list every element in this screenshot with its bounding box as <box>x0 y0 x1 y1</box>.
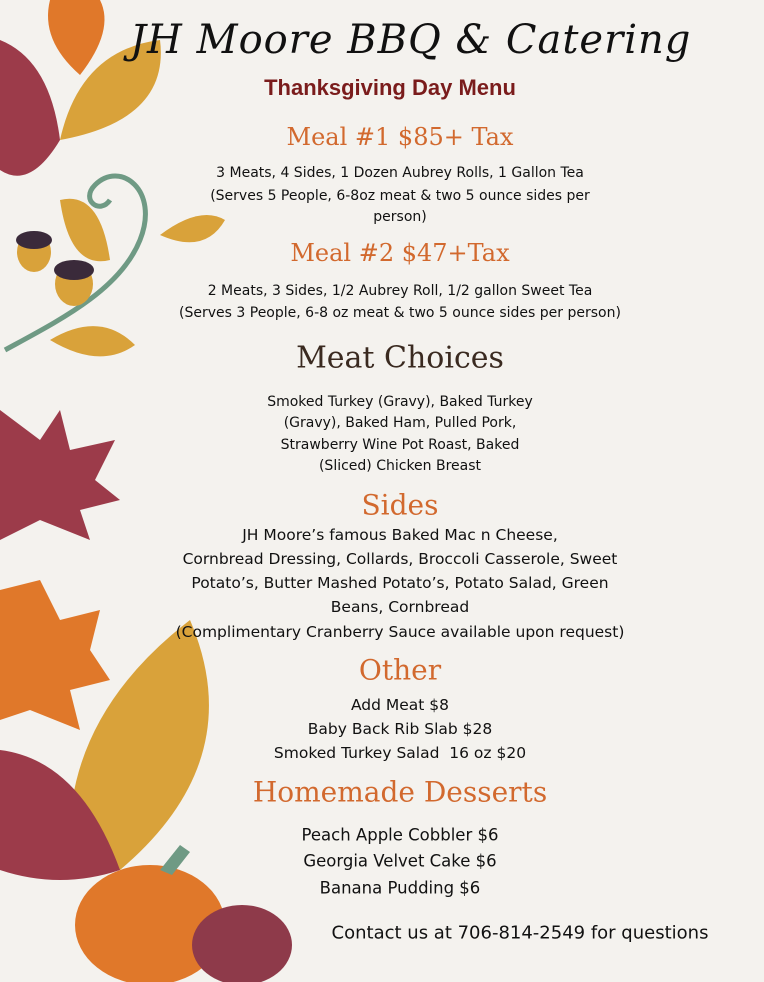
sides-line: (Complimentary Cranberry Sauce available upon request) <box>175 623 625 641</box>
menu-subtitle: Thanksgiving Day Menu <box>264 75 516 100</box>
meal2-line: 2 Meats, 3 Sides, 1/2 Aubrey Roll, 1/2 gallon Sweet Tea <box>207 283 593 299</box>
leaf-icon <box>48 0 105 75</box>
meal2-line: (Serves 3 People, 6-8 oz meat & two 5 ounce sides per person) <box>179 305 621 321</box>
sides-line: Beans, Cornbread <box>330 598 470 616</box>
meat-line: (Sliced) Chicken Breast <box>318 458 482 474</box>
business-title: JH Moore BBQ & Catering <box>130 17 692 63</box>
contact-text: Contact us at 706-814-2549 for questions <box>331 922 709 944</box>
sides-line: Potato’s, Butter Mashed Potato’s, Potato Salad, Green <box>191 574 609 592</box>
maple-leaf-icon <box>0 410 120 540</box>
sides-line: Cornbread Dressing, Collards, Broccoli Casserole, Sweet <box>182 550 618 568</box>
meal1-line: person) <box>373 209 427 225</box>
other-heading: Other <box>358 653 442 687</box>
leaf-icon <box>50 326 135 356</box>
other-line: Baby Back Rib Slab $28 <box>307 720 493 738</box>
meat-line: Smoked Turkey (Gravy), Baked Turkey <box>267 394 533 410</box>
other-line: Smoked Turkey Salad 16 oz $20 <box>273 744 527 762</box>
desserts-heading: Homemade Desserts <box>252 775 548 809</box>
meal1-line: (Serves 5 People, 6-8oz meat & two 5 ounce sides per <box>210 188 590 204</box>
sides-line: JH Moore’s famous Baked Mac n Cheese, <box>242 526 558 544</box>
maple-leaf-icon <box>0 580 110 730</box>
pumpkin-icon <box>192 905 292 982</box>
dessert-line: Georgia Velvet Cake $6 <box>303 851 497 871</box>
meal1-heading: Meal #1 $85+ Tax <box>286 123 514 151</box>
leaf-icon <box>0 40 60 176</box>
meal1-line: 3 Meats, 4 Sides, 1 Dozen Aubrey Rolls, 1 Gallon Tea <box>216 165 584 181</box>
sides-heading: Sides <box>361 488 439 522</box>
dessert-line: Banana Pudding $6 <box>319 878 481 898</box>
meat-line: Strawberry Wine Pot Roast, Baked <box>280 437 520 453</box>
other-line: Add Meat $8 <box>350 696 450 714</box>
meat-line: (Gravy), Baked Ham, Pulled Pork, <box>283 415 517 431</box>
acorn-cap-icon <box>54 260 94 280</box>
acorn-cap-icon <box>16 231 52 249</box>
meal2-heading: Meal #2 $47+Tax <box>290 239 510 267</box>
dessert-line: Peach Apple Cobbler $6 <box>301 825 499 845</box>
meat-choices-heading: Meat Choices <box>296 340 504 376</box>
